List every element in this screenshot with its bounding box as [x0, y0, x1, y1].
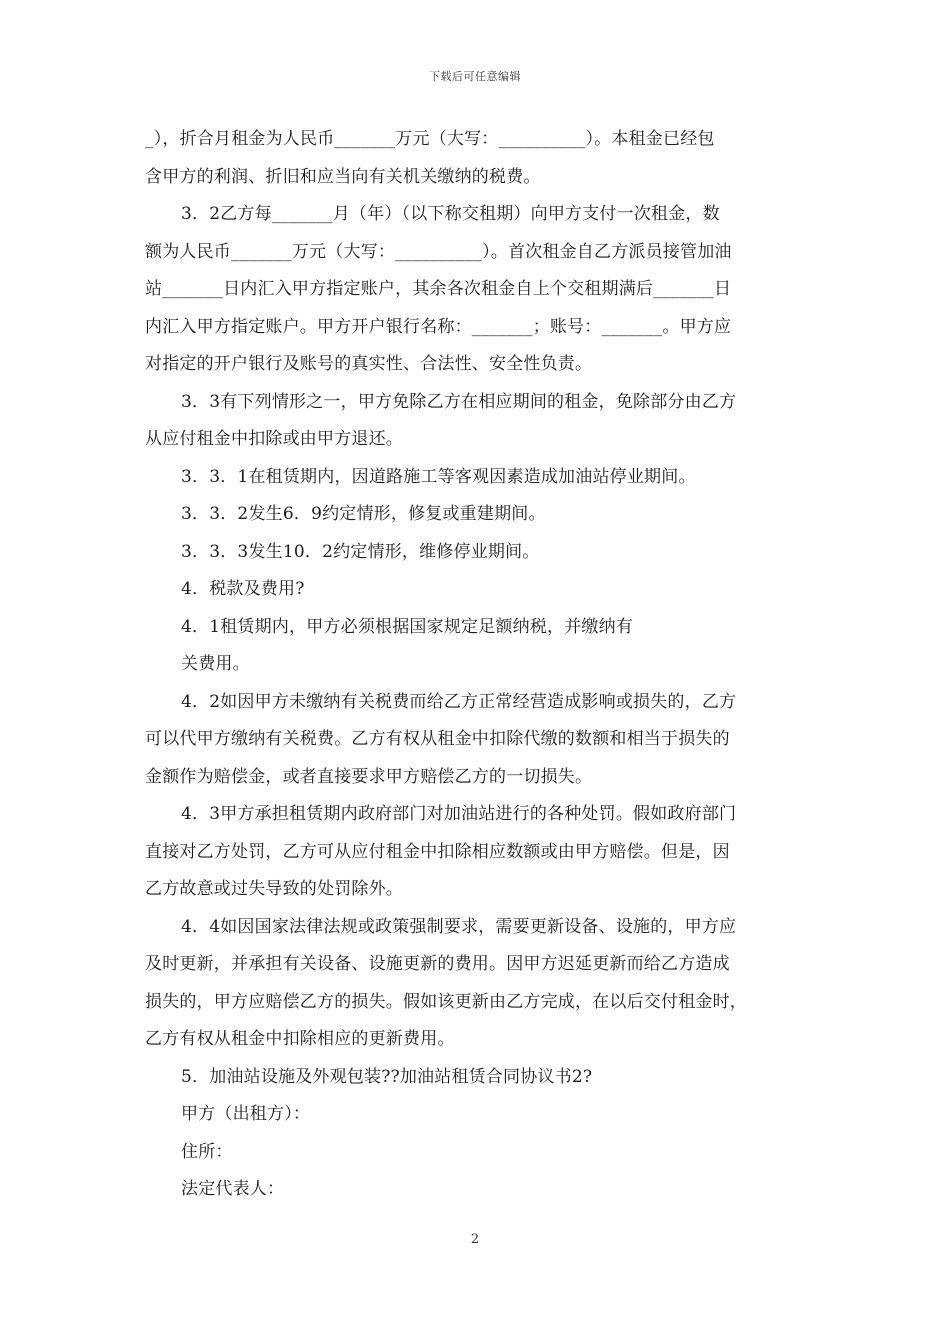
text-line: 可以代甲方缴纳有关税费。乙方有权从租金中扣除代缴的数额和相当于损失的 [145, 729, 730, 749]
text-line: 及时更新，并承担有关设备、设施更新的费用。因甲方迟延更新而给乙方造成 [145, 954, 730, 974]
text-line: 乙方故意或过失导致的处罚除外。 [145, 879, 403, 899]
text-line: 3．3．1在租赁期内，因道路施工等客观因素造成加油站停业期间。 [181, 466, 696, 487]
text-line: 3．3．3发生10．2约定情形，维修停业期间。 [181, 541, 540, 562]
document-body [145, 121, 810, 1209]
text-line: 直接对乙方处罚，乙方可从应付租金中扣除相应数额或由甲方赔偿。但是，因 [145, 841, 730, 862]
text-line: 3．3．2发生6．9约定情形，修复或重建期间。 [181, 504, 546, 524]
page-number: 2 [470, 1232, 480, 1247]
text-line: 对指定的开户银行及账号的真实性、合法性、安全性负责。 [145, 354, 593, 374]
text-line: 损失的，甲方应赔偿乙方的损失。假如该更新由乙方完成，在以后交付租金时， [145, 991, 747, 1012]
text-line: 4．2如因甲方未缴纳有关税费而给乙方正常经营造成影响或损失的，乙方 [181, 691, 737, 712]
text-line: 内汇入甲方指定账户。甲方开户银行名称：_______；账号：_______。甲方应 [145, 316, 732, 337]
text-line: 5．加油站设施及外观包装??加油站租赁合同协议书2? [181, 1066, 593, 1087]
text-line: 关费用。 [181, 654, 250, 674]
page-header-note: 下载后可任意编辑 [429, 70, 521, 83]
text-line: 法定代表人： [181, 1179, 285, 1199]
text-line: 乙方有权从租金中扣除相应的更新费用。 [145, 1029, 455, 1049]
text-line: 站_______日内汇入甲方指定账户，其余各次租金自上个交租期满后_______日 [145, 279, 732, 299]
text-line: 从应付租金中扣除或由甲方退还。 [145, 429, 403, 449]
text-line: 4．4如因国家法律法规或政策强制要求，需要更新设备、设施的，甲方应 [181, 916, 737, 937]
text-line: 4．1租赁期内，甲方必须根据国家规定足额纳税，并缴纳有 [181, 616, 634, 637]
text-line: 额为人民币_______万元（大写：__________）。首次租金自乙方派员接管加油 [145, 241, 732, 262]
text-line: 3．2乙方每_______月（年）（以下称交租期）向甲方支付一次租金，数 [181, 204, 720, 224]
text-line: 4．3甲方承担租赁期内政府部门对加油站进行的各种处罚。假如政府部门 [181, 804, 737, 824]
text-line: 住所： [181, 1141, 233, 1162]
text-line: 3．3有下列情形之一，甲方免除乙方在相应期间的租金，免除部分由乙方 [181, 391, 737, 412]
text-line: _），折合月租金为人民币_______万元（大写：__________）。本租金已经包 [145, 129, 715, 149]
text-line: 甲方（出租方）： [181, 1104, 311, 1124]
text-line: 4．税款及费用? [181, 579, 305, 599]
text-line: 金额作为赔偿金，或者直接要求甲方赔偿乙方的一切损失。 [145, 766, 593, 787]
text-line: 含甲方的利润、折旧和应当向有关机关缴纳的税费。 [145, 166, 541, 187]
